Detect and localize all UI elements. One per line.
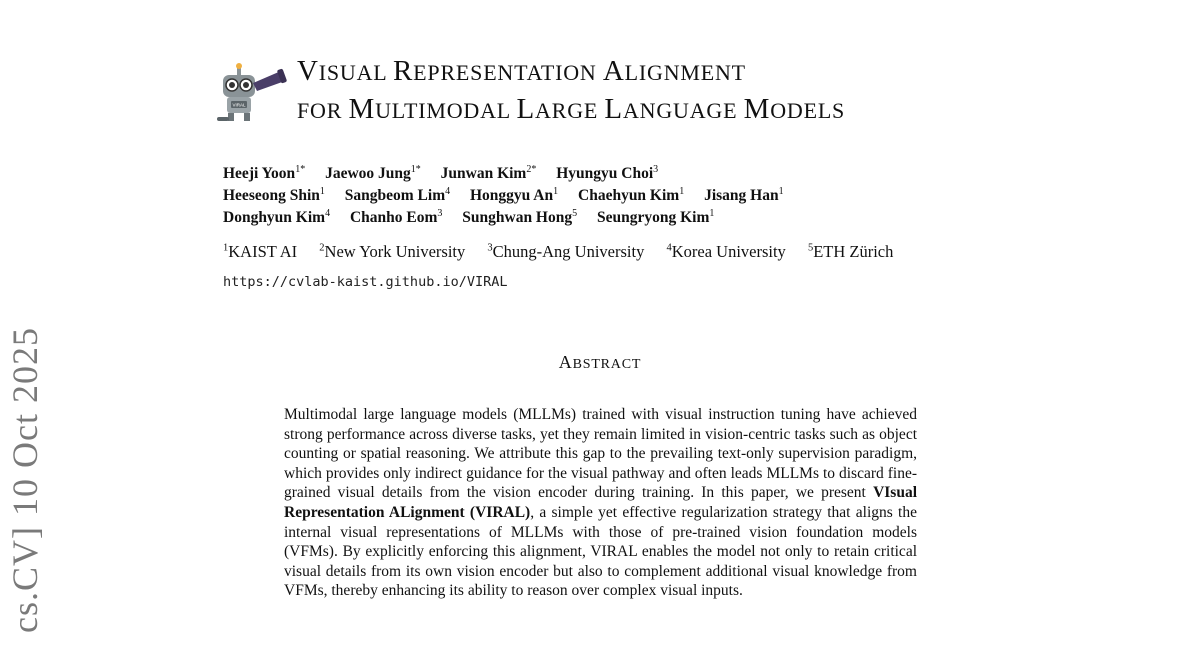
author: Chanho Eom$^3$	[349, 207, 443, 226]
author: Junwan Kim$^{2*}$	[440, 163, 537, 182]
author: Sangbeom Lim$^4$	[344, 185, 451, 204]
affiliations	[223, 242, 911, 262]
robot-telescope-logo	[217, 57, 289, 123]
author-row	[223, 163, 800, 185]
affiliation: $^3$Chung-Ang University	[487, 242, 645, 261]
author: Sunghwan Hong$^5$	[462, 207, 578, 226]
author: Donghyun Kim$^4$	[223, 207, 331, 226]
affiliation: $^2$New York University	[319, 242, 466, 261]
author-row	[223, 207, 800, 229]
abstract-body: Multimodal large language models (MLLMs) trained with visual instruction tuning have achieved strong performance across diverse tasks, yet they remain limited in vision-centric tasks such as object counting or spatial reasoning. We attribute this gap to the prevailing text-only supervision paradigm, which provides only indirect guidance for the visual pathway and often leads MLLMs to discard finegrained visual details from the vision encoder during training. In this paper, we present VIsual Representation ALignment (VIRAL), a simple yet effective regularization strategy that aligns the internal visual representations of MLLMs with those of pre-trained vision foundation models (VFMs). By explicitly enforcing this alignment, VIRAL enables the model not only to retain critical visual details from its own vision encoder but also to complement additional visual knowledge from VFMs, thereby enhancing its ability to reason over complex visual inputs.	[284, 406, 917, 600]
author: Jisang Han$^1$	[704, 185, 784, 204]
affiliation: $^4$Korea University	[666, 242, 786, 261]
affiliation: $^5$ETH Zürich	[807, 242, 894, 261]
author: Heeji Yoon$^{1*}$	[223, 163, 306, 182]
project-url-link[interactable]: https://cvlab-kaist.github.io/VIRAL	[223, 274, 508, 290]
author: Seungryong Kim$^1$	[597, 207, 715, 226]
author-list	[223, 163, 800, 229]
arxiv-side-stamp: cs.CV] 10 Oct 2025	[5, 327, 45, 633]
abstract-heading: ABSTRACT	[558, 352, 642, 372]
author-row	[223, 185, 800, 207]
method-name: VIsual Representation ALignment (VIRAL)	[284, 484, 917, 521]
title-line-1: VISUAL REPRESENTATION ALIGNMENT	[297, 55, 746, 87]
author: Heeseong Shin$^1$	[223, 185, 325, 204]
author: Chaehyun Kim$^1$	[578, 185, 685, 204]
paper-title	[297, 53, 845, 129]
affiliation: $^1$KAIST AI	[223, 242, 298, 261]
author: Jaewoo Jung$^{1*}$	[325, 163, 421, 182]
logo-badge-text: VIRAL	[232, 102, 246, 108]
author: Hyungyu Choi$^3$	[556, 163, 659, 182]
title-line-2: FOR MULTIMODAL LARGE LANGUAGE MODELS	[297, 93, 846, 125]
author: Honggyu An$^1$	[469, 185, 559, 204]
